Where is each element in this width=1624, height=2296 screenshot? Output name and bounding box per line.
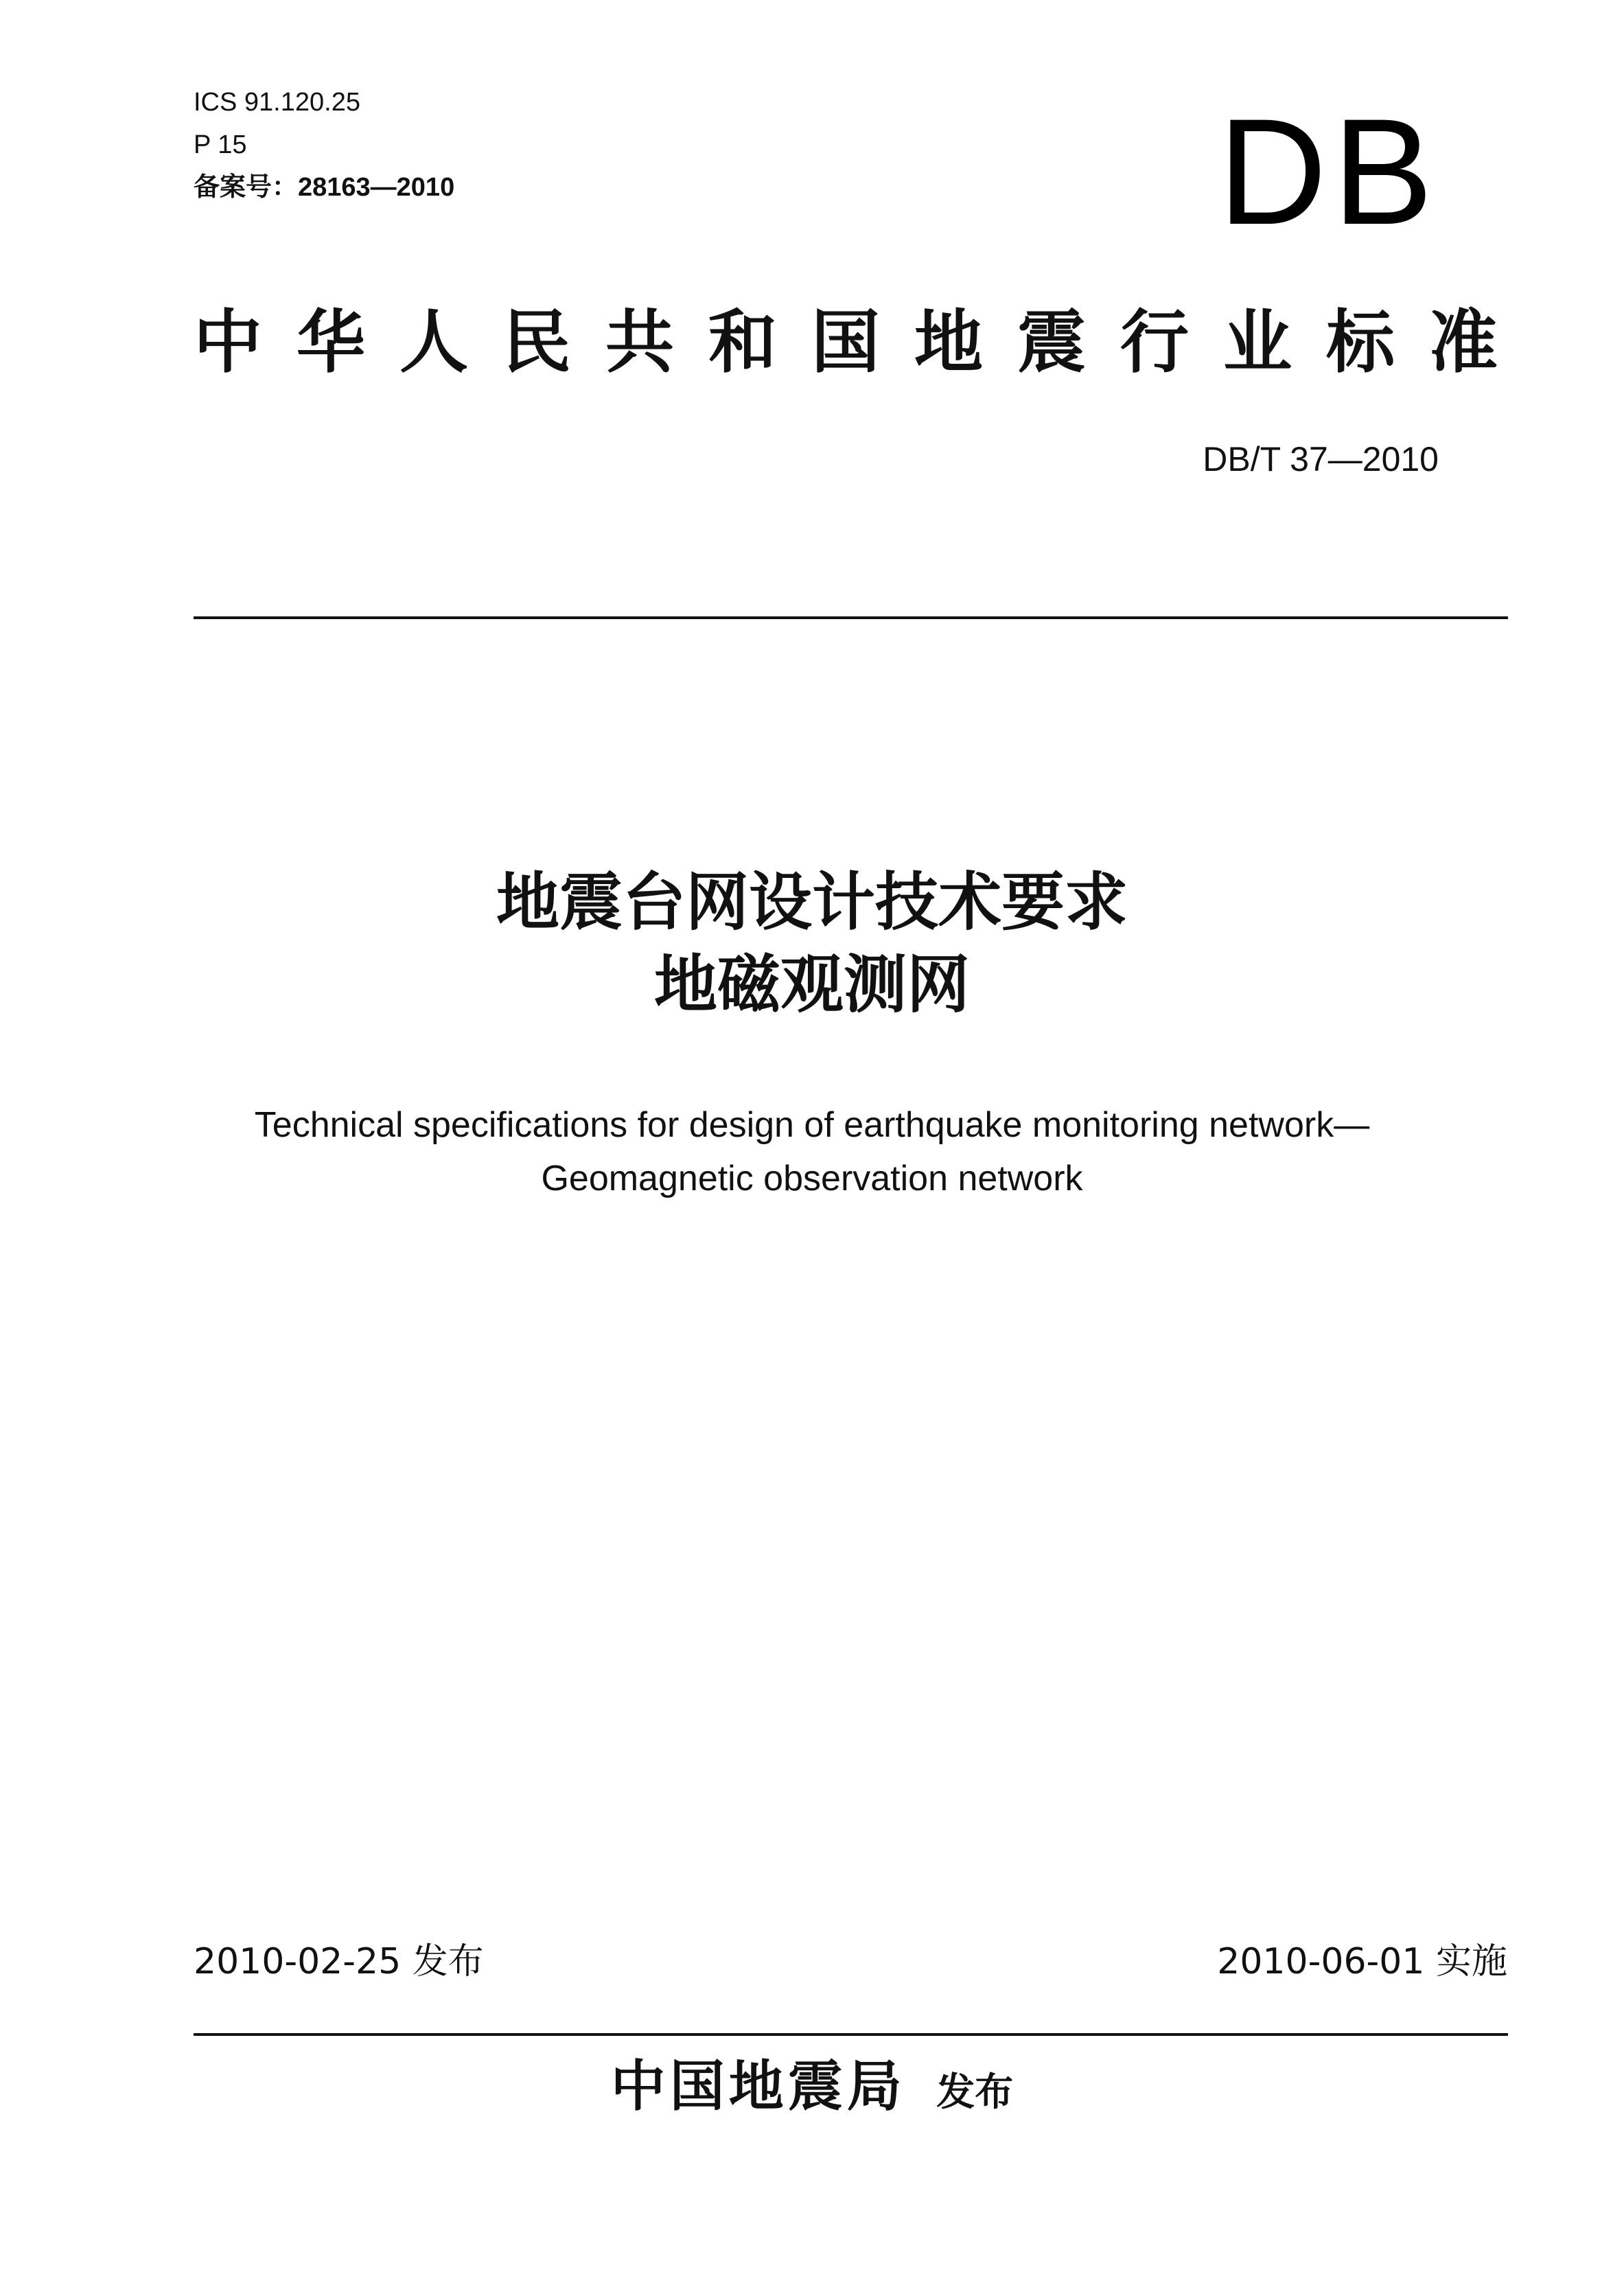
english-title-line1: Technical specifications for design of earthquake monitoring network— bbox=[254, 1105, 1370, 1145]
bottom-divider bbox=[194, 2033, 1508, 2036]
header-title-char: 民 bbox=[502, 302, 571, 382]
english-title bbox=[0, 1098, 1624, 1205]
ccs-code: P 15 bbox=[194, 130, 247, 159]
ics-code: ICS 91.120.25 bbox=[194, 88, 360, 117]
header-title bbox=[194, 295, 1498, 382]
header-title-char: 华 bbox=[297, 302, 365, 382]
chinese-title-line1: 地震台网设计技术要求 bbox=[496, 866, 1128, 939]
header-title-char: 人 bbox=[399, 302, 468, 382]
chinese-title bbox=[0, 861, 1624, 1026]
header-title-char: 业 bbox=[1223, 302, 1292, 382]
header-title-char: 国 bbox=[811, 302, 880, 382]
header-title-char: 标 bbox=[1326, 302, 1395, 382]
header-title-char: 地 bbox=[914, 302, 983, 382]
publisher-action: 发布 bbox=[936, 2070, 1014, 2115]
header-title-char: 共 bbox=[605, 302, 674, 382]
header-title-char: 准 bbox=[1429, 302, 1498, 382]
header-title-char: 行 bbox=[1120, 302, 1189, 382]
top-divider bbox=[194, 616, 1508, 619]
header-title-char: 和 bbox=[708, 302, 777, 382]
effective-date: 2010-06-01 实施 bbox=[1217, 1941, 1507, 1982]
publisher-name: 中国地震局 bbox=[610, 2054, 906, 2118]
chinese-title-line2: 地磁观测网 bbox=[653, 948, 970, 1021]
publisher bbox=[0, 2042, 1624, 2121]
standard-number: DB/T 37—2010 bbox=[1203, 440, 1439, 478]
header-title-char: 中 bbox=[194, 302, 262, 382]
header-title-char: 震 bbox=[1017, 302, 1086, 382]
classification-codes bbox=[194, 81, 454, 209]
db-mark: DB bbox=[1218, 87, 1439, 256]
english-title-line2: Geomagnetic observation network bbox=[541, 1159, 1083, 1198]
issue-date: 2010-02-25 发布 bbox=[194, 1941, 484, 1982]
registration-number: 备案号：28163—2010 bbox=[194, 173, 455, 202]
